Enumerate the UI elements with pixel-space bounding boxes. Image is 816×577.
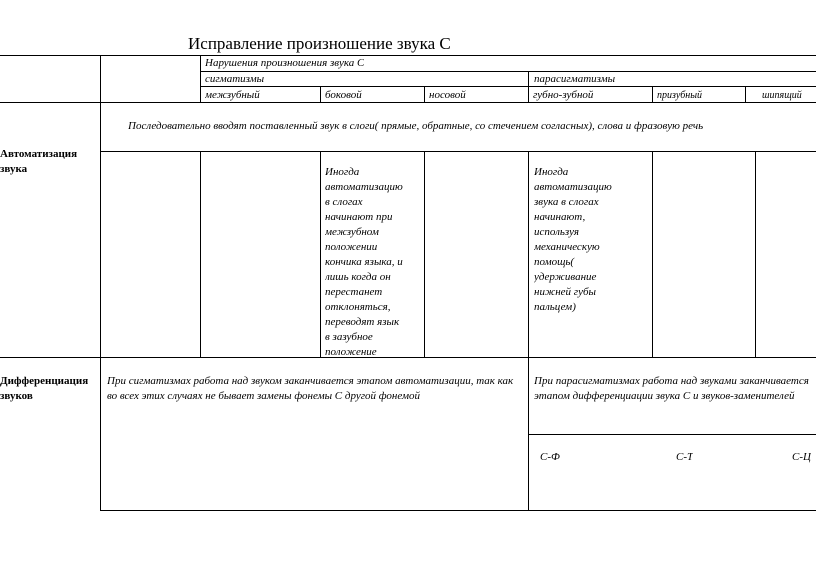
automation-labiodental-note [534,165,651,315]
automation-nasal-note [325,165,423,360]
header-col-hissing: шипящий [762,90,802,101]
note-line: пальцем) [534,301,576,313]
header-col-lateral: боковой [325,89,362,101]
col-line-6-body [652,151,653,357]
table-border-top [0,55,816,56]
note-line: Иногда [534,166,569,178]
differentiation-sigmatism-text: При сигматизмах работа над звуком заканчивается этапом автоматизации, так как во всех этих случаях не бывает замены фонемы С другой фонемой [107,375,514,402]
header-col-interdental: межзубный [205,89,260,101]
page-title: Исправление произношение звука С [188,34,451,53]
automation-divider [100,151,816,152]
note-line: межзубном [325,226,379,238]
note-line: перестанет [325,286,383,298]
row-label-automation-line2: звука [0,163,28,175]
row-label-differentiation-line2: звуков [0,390,33,402]
row-label-differentiation [0,374,100,404]
col-line-7-body [755,151,756,357]
col-line-3 [320,86,321,102]
pair-s-t: С-Т [676,451,694,463]
note-line: в слогах [325,196,363,208]
note-line: отклоняться, [325,301,391,313]
pair-s-f: С-Ф [540,451,560,463]
differentiation-parasigmatism-text: При парасигматизмах работа над звуками заканчивается этапом дифференциации звука С и звуков-заменителей [534,375,809,402]
col-line-4-body [424,151,425,357]
header-col-labiodental: губно-зубной [533,89,594,101]
note-line: положение [325,346,377,358]
pair-s-ts: С-Ц [792,451,811,463]
differentiation-divider [528,434,816,435]
note-line: механическую [534,241,600,253]
note-line: автоматизацию [325,181,403,193]
note-line: положении [325,241,378,253]
note-line: помощь( [534,256,575,268]
note-line: автоматизацию [534,181,612,193]
note-line: начинают при [325,211,393,223]
col-line-5-body [528,151,529,510]
col-line-3-body [320,151,321,357]
header-col-addental: призубный [657,90,703,101]
row-label-automation [0,147,100,177]
automation-general-text: Последовательно вводят поставленный звук в слоги( прямые, обратные, со стечением согласных), слова и фразовую речь [128,120,704,132]
header-divider-1 [200,71,816,72]
header-col-nasal: носовой [429,89,466,101]
header-divider-2 [200,86,816,87]
row-label-automation-line1: Автоматизация [0,148,78,160]
note-line: звука в слогах [534,196,599,208]
col-line-5 [528,71,529,102]
note-line: кончика языка, и [325,256,403,268]
header-group: Нарушения произношения звука С [205,57,365,69]
col-line-label [100,55,101,510]
col-line-4 [424,86,425,102]
col-line-1 [200,55,201,102]
table-border-bottom [100,510,816,511]
note-line: переводят язык [325,316,400,328]
note-line: нижней губы [534,286,596,298]
col-line-2-head [200,151,201,357]
row-label-differentiation-line1: Дифференциация [0,375,89,387]
col-line-7 [745,86,746,102]
note-line: лишь когда он [325,271,391,283]
col-line-6 [652,86,653,102]
note-line: удерживание [534,271,597,283]
note-line: Иногда [325,166,360,178]
header-parasigmatism: парасигматизмы [534,73,616,85]
note-line: в зазубное [325,331,373,343]
note-line: используя [534,226,579,238]
note-line: начинают, [534,211,586,223]
header-sigmatism: сигматизмы [205,73,265,85]
